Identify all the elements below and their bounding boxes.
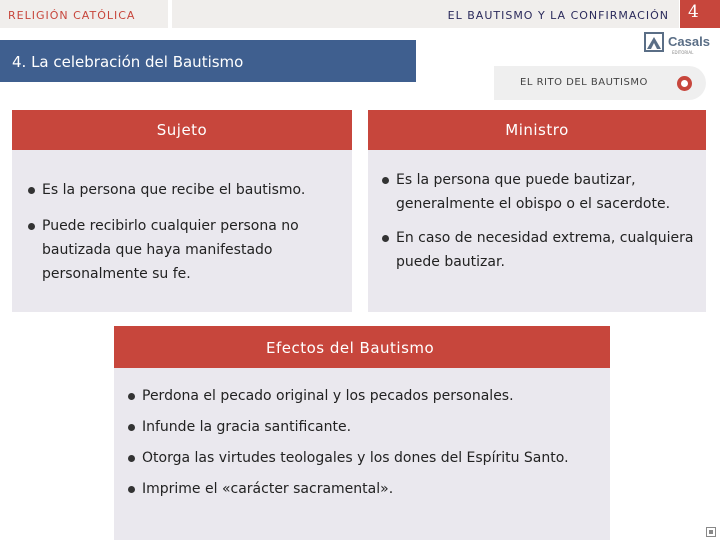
list-item: Es la persona que puede bautizar, generalmente el obispo o el sacerdote. (380, 168, 700, 216)
logo-tagline: EDITORIAL (672, 50, 694, 55)
unit-number-badge (680, 0, 720, 28)
rite-link-pill[interactable] (494, 66, 706, 100)
logo-text: Casals (668, 34, 710, 49)
rite-link-label: EL RITO DEL BAUTISMO (520, 77, 648, 88)
unit-number: 4 (688, 2, 699, 22)
list-item: Imprime el «carácter sacramental». (126, 477, 596, 501)
sujeto-list (26, 178, 346, 298)
sujeto-header (12, 110, 352, 150)
ministro-title: Ministro (505, 121, 569, 139)
list-item: Puede recibirlo cualquier persona no bautizada que haya manifestado personalmente su fe. (26, 214, 346, 286)
casals-logo-icon (644, 32, 664, 52)
sujeto-title: Sujeto (156, 121, 208, 139)
efectos-list (126, 384, 596, 508)
casals-logo (644, 32, 716, 54)
unit-title: EL BAUTISMO Y LA CONFIRMACIÓN (447, 9, 669, 22)
list-item: Infunde la gracia santificante. (126, 415, 596, 439)
list-item: En caso de necesidad extrema, cualquiera puede bautizar. (380, 226, 700, 274)
page-nav-icon[interactable] (706, 527, 716, 537)
ministro-panel (368, 110, 706, 312)
sujeto-panel (12, 110, 352, 312)
section-title-bar (0, 40, 416, 82)
subject-label: RELIGIÓN CATÓLICA (8, 9, 136, 22)
list-item: Otorga las virtudes teologales y los dones del Espíritu Santo. (126, 446, 596, 470)
target-icon[interactable] (677, 76, 692, 91)
subject-header (0, 0, 168, 28)
ministro-list (380, 168, 700, 284)
efectos-panel (114, 326, 610, 540)
list-item: Perdona el pecado original y los pecados personales. (126, 384, 596, 408)
list-item: Es la persona que recibe el bautismo. (26, 178, 346, 202)
ministro-header (368, 110, 706, 150)
efectos-title: Efectos del Bautismo (266, 339, 435, 357)
efectos-header (114, 326, 610, 368)
section-title: 4. La celebración del Bautismo (12, 53, 244, 71)
unit-header (172, 0, 679, 28)
